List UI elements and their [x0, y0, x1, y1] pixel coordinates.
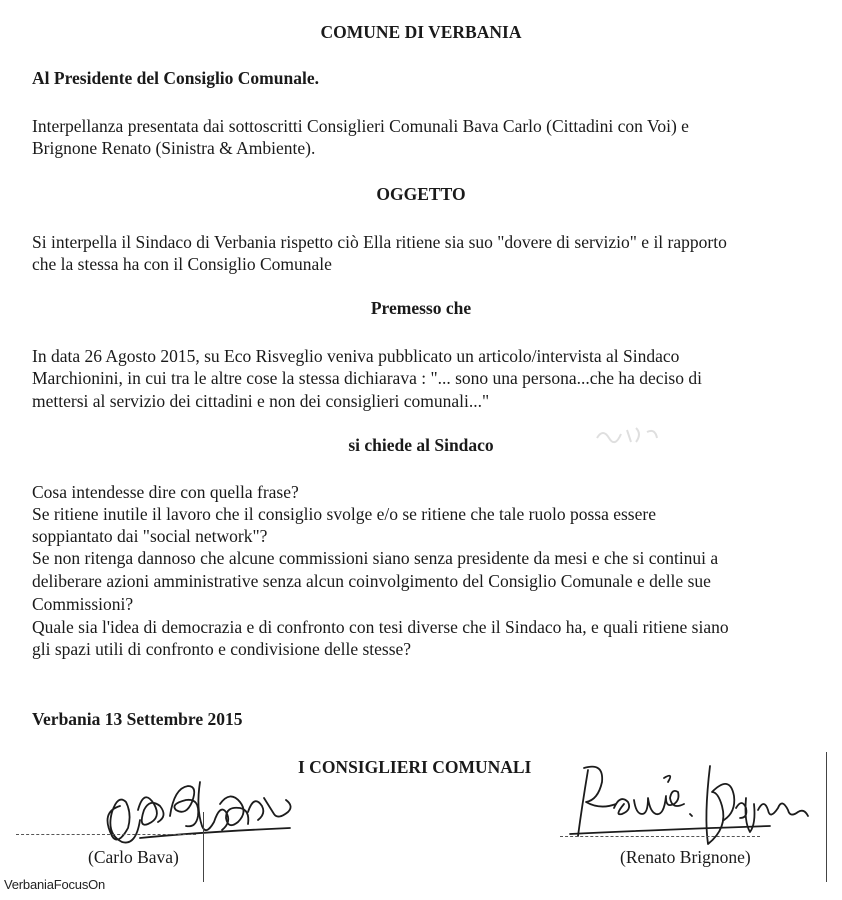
signature-name-right: (Renato Brignone) — [620, 847, 751, 867]
oggetto-line-1: Si interpella il Sindaco di Verbania rispetto ciò Ella ritiene sia suo "dovere di servizio" e il rapporto — [32, 232, 727, 252]
place-date: Verbania 13 Settembre 2015 — [32, 709, 243, 729]
signatories-heading: I CONSIGLIERI COMUNALI — [298, 757, 532, 777]
premesso-line-3: mettersi al servizio dei cittadini e non dei consiglieri comunali..." — [32, 391, 490, 411]
richiesta-line-4: Se non ritenga dannoso che alcune commissioni siano senza presidente da mesi e che si continui a — [32, 548, 719, 568]
intro-line-1: Interpellanza presentata dai sottoscritti Consiglieri Comunali Bava Carlo (Cittadini con Voi) e — [32, 116, 689, 136]
signature-carlo-bava — [20, 768, 300, 848]
signature-renato-brignone — [560, 748, 820, 858]
signature-name-left: (Carlo Bava) — [88, 847, 179, 867]
intro-line-2: Brignone Renato (Sinistra & Ambiente). — [32, 138, 316, 158]
richieste-heading: si chiede al Sindaco — [348, 435, 494, 455]
premesso-line-2: Marchionini, in cui tra le altre cose la stessa dichiarava : "... sono una persona...che ha deciso di — [32, 368, 702, 388]
signature-line-left — [16, 834, 196, 835]
richiesta-line-5: deliberare azioni amministrative senza alcun coinvolgimento del Consiglio Comunale e delle sue — [32, 571, 711, 591]
premesso-heading: Premesso che — [370, 298, 472, 318]
oggetto-line-2: che la stessa ha con il Consiglio Comunale — [32, 254, 332, 274]
oggetto-heading: OGGETTO — [376, 184, 466, 204]
document-title: COMUNE DI VERBANIA — [320, 22, 522, 42]
signature-stroke-left — [203, 812, 204, 882]
addressee: Al Presidente del Consiglio Comunale. — [32, 68, 319, 88]
richiesta-line-2: Se ritiene inutile il lavoro che il consiglio svolge e/o se ritiene che tale ruolo possa essere — [32, 504, 656, 524]
watermark: VerbaniaFocusOn — [4, 877, 106, 892]
signature-line-right — [560, 836, 760, 837]
richiesta-line-1: Cosa intendesse dire con quella frase? — [32, 482, 299, 502]
richiesta-line-7: Quale sia l'idea di democrazia e di confronto con tesi diverse che il Sindaco ha, e quali ritiene siano — [32, 617, 729, 637]
signature-stroke-right — [826, 752, 827, 882]
richiesta-line-3: soppiantato dai "social network"? — [32, 526, 268, 546]
richiesta-line-6: Commissioni? — [32, 594, 134, 614]
richiesta-line-8: gli spazi utili di confronto e condivisione delle stesse? — [32, 639, 412, 659]
premesso-line-1: In data 26 Agosto 2015, su Eco Risveglio veniva pubblicato un articolo/intervista al Sindaco — [32, 346, 680, 366]
